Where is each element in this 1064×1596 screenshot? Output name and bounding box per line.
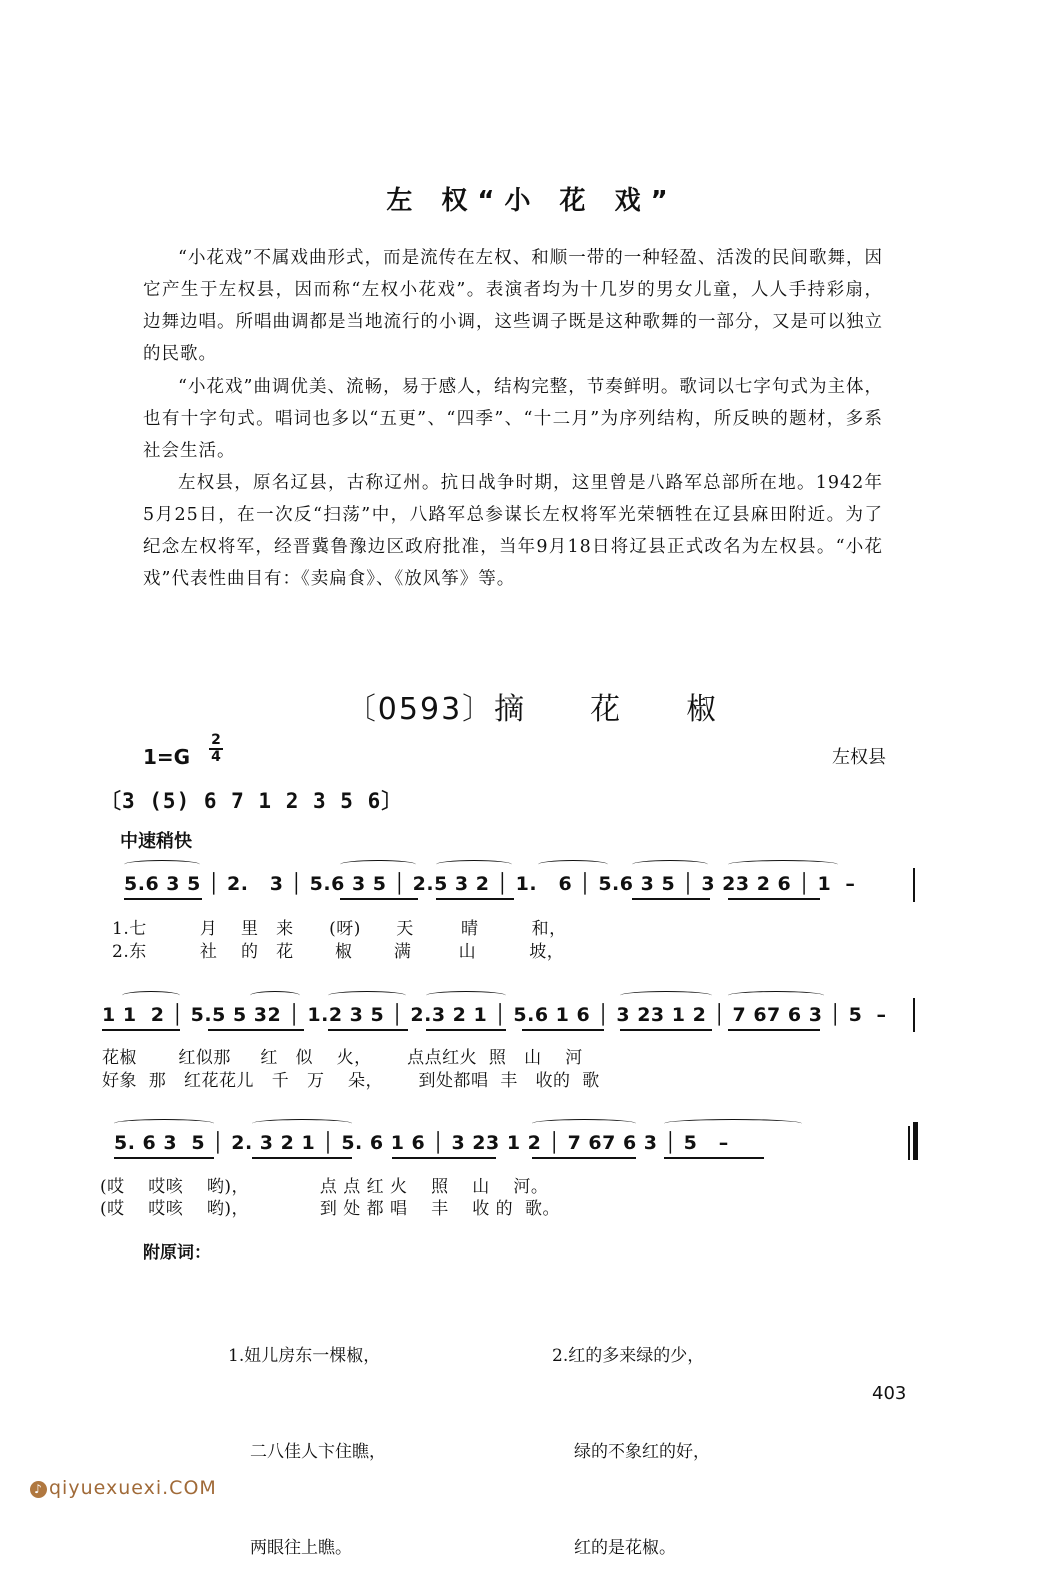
slur — [250, 991, 300, 1000]
key-signature: 1=G — [143, 745, 191, 769]
beam — [252, 1157, 352, 1159]
lyrics-verse-2: 2.东 社 的 花 椒 满 山 坡， — [112, 942, 565, 962]
slur — [436, 860, 512, 869]
beam — [522, 1029, 604, 1031]
article-paragraph-2: “小花戏”曲调优美、流畅，易于感人，结构完整，节奏鲜明。歌词以七字句式为主体，也有十字句式。唱词也多以“五更”、“四季”、“十二月”为序列结构，所反映的题材，多系社会生活。 — [143, 377, 883, 461]
slur — [728, 860, 838, 869]
original-lyric-line: 红的是花椒。 — [574, 1538, 676, 1558]
lyrics-verse-1: 花椒 红似那 红 似 火， 点点红火 照 山 河 — [102, 1048, 583, 1068]
article-paragraph-1: “小花戏”不属戏曲形式，而是流传在左权、和顺一带的一种轻盈、活泼的民间歌舞，因它产生于左权县，因而称“左权小花戏”。表演者均为十几岁的男女儿童，人人手持彩扇，边舞边唱。所唱曲调都是当地流行的小调，这些调子既是这种歌舞的一部分，又是可以独立的民歌。 — [143, 248, 883, 364]
song-title: 〔0593〕摘 花 椒 — [345, 692, 719, 727]
song-intro: 〔3 (5) 6 7 1 2 3 5 6〕 — [100, 789, 404, 813]
beam — [664, 1157, 764, 1159]
time-signature-bottom: 4 — [211, 749, 221, 765]
original-lyric-line: 绿的不象红的好， — [574, 1442, 710, 1462]
lyrics-verse-1: (哎 哎咳 哟)， 点 点 红 火 照 山 河。 — [100, 1177, 549, 1197]
original-lyric-line: 二八佳人卞住瞧， — [250, 1442, 386, 1462]
notes-line: 5.6 3 5 │ 2. 3 │ 5.6 3 5 │ 2.5 3 2 │ 1. 6 │ 5.6 3 5 │ 3 23 2 6 │ 1 – — [124, 873, 856, 895]
beam — [426, 1029, 506, 1031]
slur — [114, 1119, 214, 1128]
beam — [436, 898, 514, 900]
beam — [124, 898, 202, 900]
tempo-marking: 中速稍快 — [120, 831, 192, 852]
page-number: 403 — [872, 1383, 907, 1404]
watermark-text: qiyuexuexi.COM — [49, 1477, 217, 1499]
lyrics-verse-2: (哎 哎咳 哟)， 到 处 都 唱 丰 收 的 歌。 — [100, 1199, 560, 1219]
slur — [664, 1119, 802, 1128]
final-barline — [913, 868, 915, 902]
beam — [632, 898, 710, 900]
lyrics-verse-2: 好象 那 红花花儿 千 万 朵， 到处都唱 丰 收的 歌 — [102, 1071, 600, 1091]
slur — [328, 991, 406, 1000]
article-paragraph-3: 左权县，原名辽县，古称辽州。抗日战争时期，这里曾是八路军总部所在地。1942年5月25日，在一次反“扫荡”中，八路军总参谋长左权将军光荣牺牲在辽县麻田附近。为了纪念左权将军，经晋冀鲁豫边区政府批准，当年9月18日将辽县正式改名为左权县。“小花戏”代表性曲目有：《卖扁食》、《放风筝》等。 — [143, 473, 883, 589]
lyrics-verse-1: 1.七 月 里 来 (呀) 天 晴 和， — [112, 919, 567, 939]
beam — [328, 1029, 408, 1031]
slur — [532, 1119, 636, 1128]
beam — [620, 1029, 712, 1031]
final-barline — [913, 998, 915, 1032]
notes-line: 1 1 2 │ 5.5 5 32 │ 1.2 3 5 │ 2.3 2 1 │ 5.6 1 6 │ 3 23 1 2 │ 7 67 6 3 │ 5 – — [102, 1004, 887, 1026]
original-lyrics-col-2 — [552, 1276, 710, 1596]
notes-line: 5. 6 3 5 │ 2. 3 2 1 │ 5. 6 1 6 │ 3 23 1 2 │ 7 67 6 3 │ 5 – — [114, 1132, 729, 1154]
beam — [208, 1029, 304, 1031]
slur — [426, 991, 506, 1000]
time-signature-top: 2 — [211, 732, 221, 748]
time-signature — [209, 733, 223, 765]
beam — [102, 1029, 180, 1031]
beam — [340, 898, 418, 900]
beam — [728, 898, 820, 900]
original-lyrics-col-1 — [228, 1276, 386, 1596]
beam — [392, 1157, 496, 1159]
beam — [728, 1029, 820, 1031]
original-lyric-line: 1.妞儿房东一棵椒， — [228, 1346, 381, 1366]
song-region: 左权县 — [832, 747, 886, 768]
final-barline-thick — [913, 1122, 918, 1160]
beam — [114, 1157, 214, 1159]
original-lyric-line: 2.红的多来绿的少， — [552, 1346, 705, 1366]
beam — [532, 1157, 636, 1159]
slur — [340, 860, 416, 869]
original-lyric-line: 两眼往上瞧。 — [250, 1538, 352, 1558]
slur — [124, 860, 200, 869]
slur — [122, 991, 180, 1000]
final-barline-thin — [908, 1126, 910, 1160]
slur — [632, 860, 708, 869]
watermark — [30, 1477, 217, 1499]
watermark-logo-icon: ♪ — [30, 1481, 47, 1498]
article-title: 左 权“小 花 戏” — [386, 186, 678, 216]
slur — [538, 860, 608, 869]
appendix-title: 附原词： — [143, 1243, 211, 1263]
slur — [620, 991, 712, 1000]
slur — [252, 1119, 352, 1128]
slur — [728, 991, 824, 1000]
